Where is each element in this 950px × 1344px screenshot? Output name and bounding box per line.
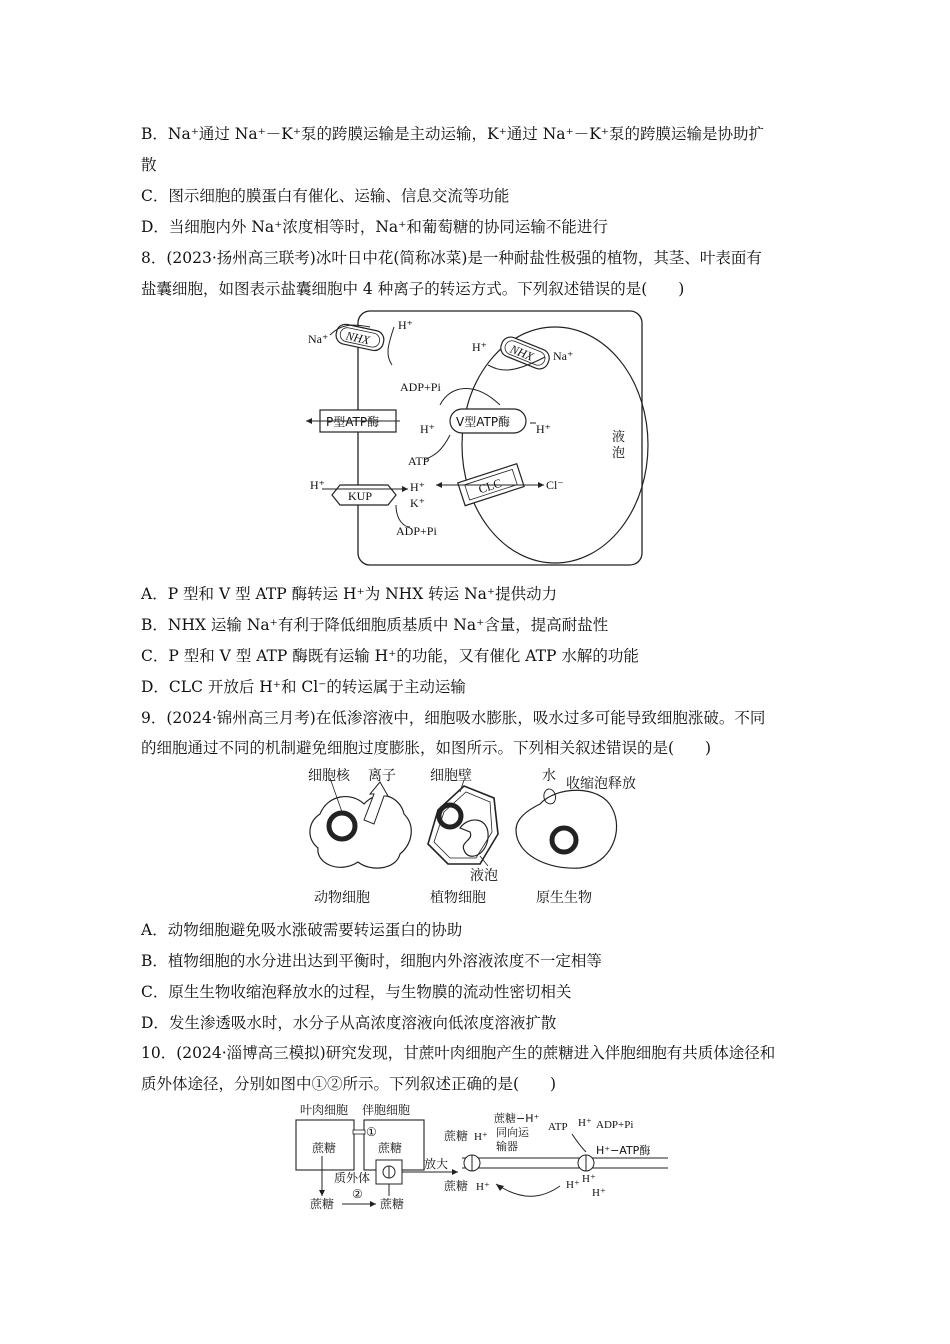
label-cotrans-2: 输器 [496,1140,518,1153]
h-plus-v: H⁺ [536,422,551,436]
label-h-atpase: H⁺−ATP酶 [596,1144,651,1157]
v-type-label: V型ATP酶 [456,415,511,429]
q9-option-d: D．发生渗透吸水时，水分子从高浓度溶液向低浓度溶液扩散 [141,1014,557,1032]
cl-minus: Cl⁻ [546,478,564,492]
adp-pi-q10: ADP+Pi [596,1119,634,1131]
h-plus-nhx1: H⁺ [398,318,413,332]
caption-protist: 原生生物 [536,890,592,906]
q10-sucrose-transport-figure [290,1100,670,1216]
sucrose-enlarged-bottom: 蔗糖 [444,1179,469,1193]
label-apoplast: 质外体 [334,1171,371,1185]
q9-option-c: C．原生生物收缩泡释放水的过程，与生物膜的流动性密切相关 [141,983,572,1001]
caption-plant: 植物细胞 [430,890,486,906]
sucrose-bottom-right: 蔗糖 [380,1197,405,1211]
h-plus-p: H⁺ [420,422,435,436]
q8-option-d: D．CLC 开放后 H⁺和 Cl⁻的转运属于主动运输 [141,678,466,696]
label-enlarge: 放大 [424,1157,449,1171]
caption-animal: 动物细胞 [314,890,370,906]
ion-arrow [364,782,388,824]
q9-stem-line2: 的细胞通过不同的机制避免细胞过度膨胀，如图所示。下列相关叙述错误的是( ) [141,739,712,757]
q7-option-b-line1: B．Na⁺通过 Na⁺－K⁺泵的跨膜运输是主动运输，K⁺通过 Na⁺－K⁺泵的跨膜运输是协助扩 [141,125,764,143]
nhx-label-2: NHX [508,341,536,364]
q8-option-b: B．NHX 运输 Na⁺有利于降低细胞质基质中 Na⁺含量，提高耐盐性 [141,616,609,634]
q9-stem-line1: 9．(2024·锦州高三月考)在低渗溶液中，细胞吸水膨胀，吸水过多可能导致细胞涨破。不同 [141,709,766,727]
protist-nucleus [552,828,576,852]
q9-option-b: B．植物细胞的水分进出达到平衡时，细胞内外溶液浓度不一定相等 [141,952,602,970]
q10-stem-line1: 10．(2024·淄博高三模拟)研究发现，甘蔗叶肉细胞产生的蔗糖进入伴胞细胞有共质体途径和 [141,1044,776,1062]
q9-option-a: A．动物细胞避免吸水涨破需要转运蛋白的协助 [141,921,463,939]
h-plus-bottom-left: H⁺ [476,1181,490,1193]
label-contractile: 收缩泡释放 [566,776,636,792]
q7-option-d: D．当细胞内外 Na⁺浓度相等时，Na⁺和葡萄糖的协同运输不能进行 [141,218,608,236]
adp-pi-top: ADP+Pi [400,380,441,394]
atp-label-q10: ATP [548,1121,568,1133]
vacuole-label-2: 泡 [612,446,626,461]
h-plus-bottom-right-2: H⁺ [582,1173,596,1185]
h-plus-bottom-right-1: H⁺ [566,1179,580,1191]
q10-stem-line2: 质外体途径，分别如图中①②所示。下列叙述正确的是( ) [141,1075,557,1093]
label-vacuole: 液泡 [470,868,498,884]
animal-cell-outline [310,795,411,868]
nhx-label-1: NHX [344,328,371,348]
h-plus-top-left: H⁺ [474,1131,488,1143]
vacuole-label-1: 液 [612,430,626,445]
h-plus-bottom-right-3: H⁺ [592,1187,606,1199]
q8-stem-line1: 8．(2023·扬州高三联考)冰叶日中花(简称冰菜)是一种耐盐性极强的植物，其茎、叶表面有 [141,249,762,267]
animal-nucleus [329,813,355,839]
q8-option-c: C．P 型和 V 型 ATP 酶既有运输 H⁺的功能，又有催化 ATP 水解的功能 [141,647,639,665]
q7-option-c: C．图示细胞的膜蛋白有催化、运输、信息交流等功能 [141,187,510,205]
k-plus: K⁺ [410,496,425,510]
label-cotrans-1: 同向运 [496,1126,529,1139]
h-plus-nhx2: H⁺ [472,340,487,354]
na-plus-vac: Na⁺ [553,349,574,363]
label-mesophyll: 叶肉细胞 [300,1103,349,1117]
q7-option-b-line2: 散 [141,156,157,174]
na-plus-out: Na⁺ [308,332,329,346]
sucrose-bottom-left: 蔗糖 [310,1197,335,1211]
h-plus-kup-out: H⁺ [310,478,325,492]
label-ion: 离子 [368,768,396,784]
h-plus-atpase-top: H⁺ [578,1117,592,1129]
label-nucleus: 细胞核 [308,768,350,784]
sucrose-enlarged-top: 蔗糖 [444,1129,469,1143]
clc-label: CLC [476,475,504,497]
h-plus-kup-in: H⁺ [410,480,425,494]
sucrose-companion: 蔗糖 [378,1141,403,1155]
p-type-label: P型ATP酶 [326,415,380,429]
q8-option-a: A．P 型和 V 型 ATP 酶转运 H⁺为 NHX 转运 Na⁺提供动力 [141,585,558,603]
adp-pi-bottom: ADP+Pi [396,524,437,538]
label-companion: 伴胞细胞 [362,1103,411,1117]
label-water: 水 [542,768,556,784]
q8-ion-transport-figure [300,305,650,573]
kup-label: KUP [348,489,373,503]
q8-stem-line2: 盐囊细胞，如图表示盐囊细胞中 4 种离子的转运方式。下列叙述错误的是( ) [141,280,685,298]
atp-label: ATP [408,454,430,468]
q9-cell-swelling-figure [300,764,660,910]
label-sucrose-h: 蔗糖−H⁺ [494,1112,540,1125]
path1-symbol: ① [366,1125,377,1139]
plant-vacuole [460,820,488,856]
label-cell-wall: 细胞壁 [430,768,472,784]
sucrose-mesophyll: 蔗糖 [312,1141,337,1155]
path2-symbol: ② [352,1187,363,1201]
